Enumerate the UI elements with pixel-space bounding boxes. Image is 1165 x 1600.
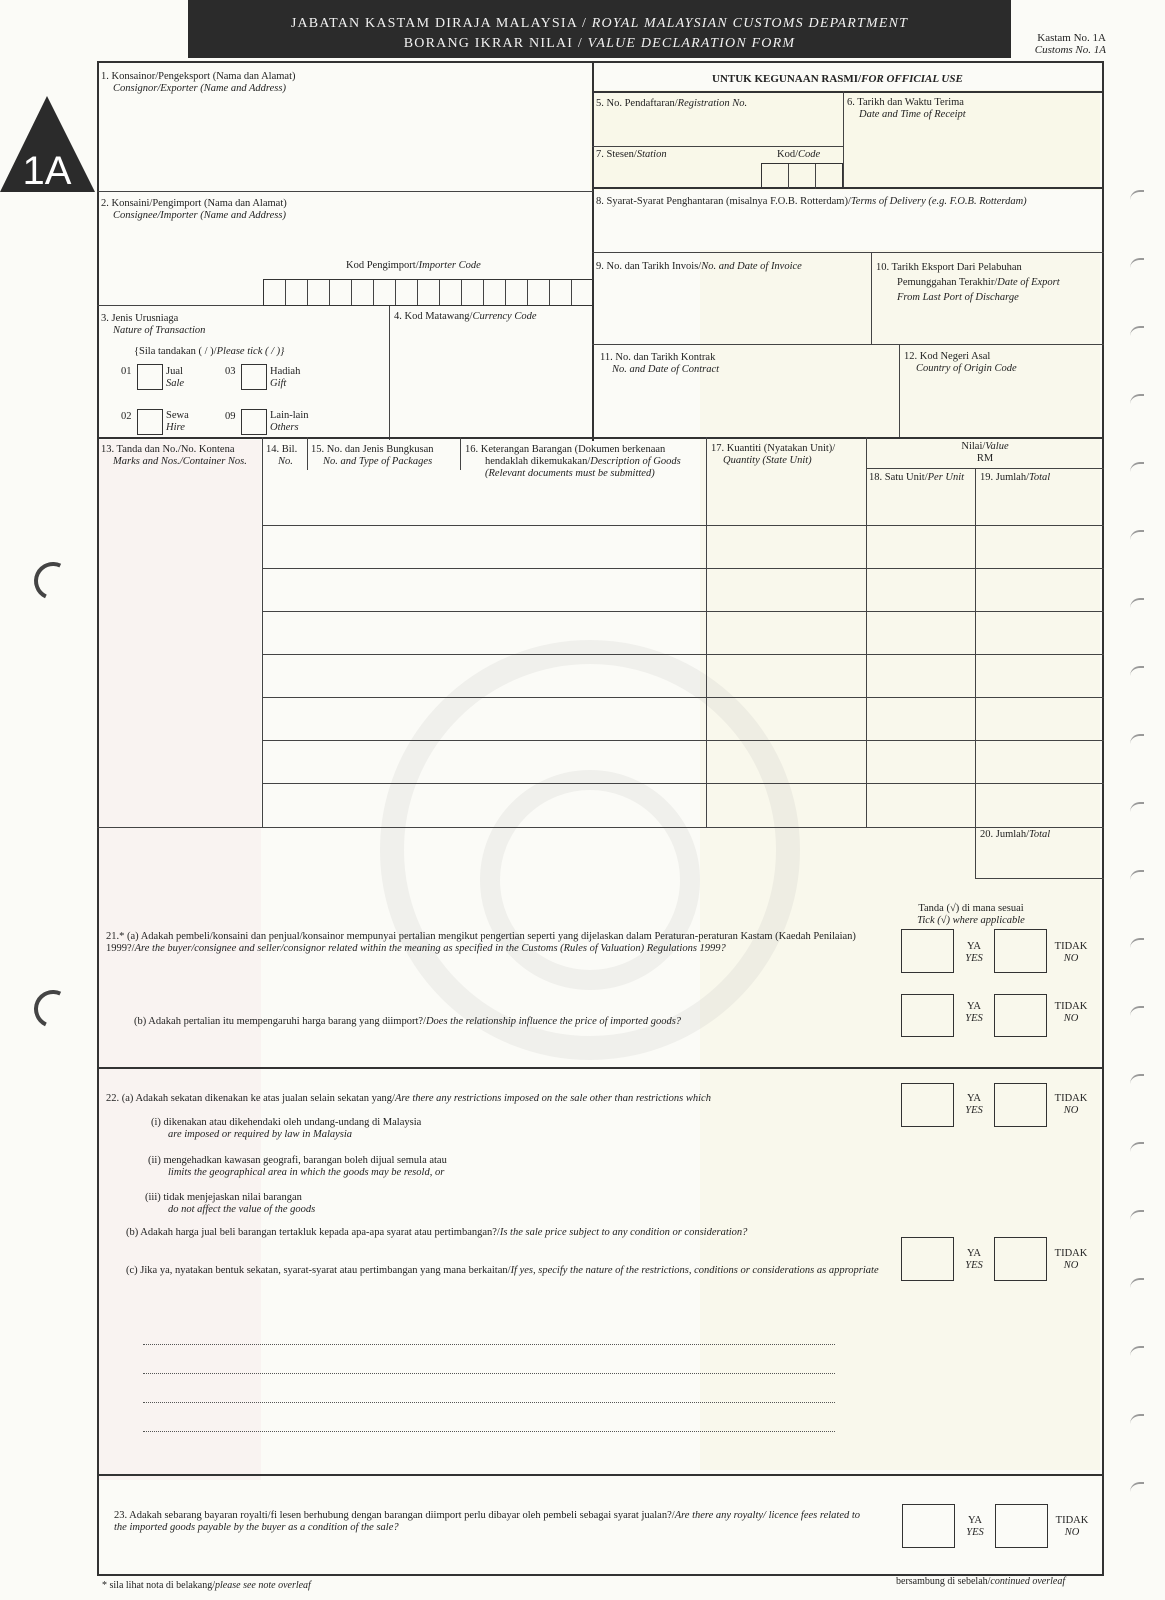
importer-code-cell[interactable] bbox=[550, 280, 572, 305]
edge-mark bbox=[1130, 1006, 1144, 1018]
field-2-consignee[interactable] bbox=[101, 198, 287, 222]
field-10-label-2: Pemunggahan Terakhir/ bbox=[897, 277, 998, 288]
importer-code-cell[interactable] bbox=[506, 280, 528, 305]
edge-mark bbox=[1130, 734, 1144, 746]
field-6-label: 6. Tarikh dan Waktu Terima bbox=[847, 97, 964, 108]
grid-line bbox=[97, 437, 1104, 439]
col-15-label-en: No. and Type of Packages bbox=[323, 456, 433, 467]
option-code: 03 bbox=[225, 366, 236, 377]
q23-text-ms: Adakah sebarang bayaran royalti/fi lesen berhubung dengan barangan diimport perlu dibayar oleh pembeli sebagai syarat jualan?/ bbox=[129, 1510, 675, 1521]
q21b-text-en: Does the relationship influence the price of imported goods? bbox=[425, 1016, 682, 1027]
field-12-label-en: Country of Origin Code bbox=[916, 363, 1017, 374]
field-5-label: 5. No. Pendaftaran/ bbox=[596, 98, 678, 109]
grid-line bbox=[592, 187, 1104, 189]
grid-line bbox=[460, 437, 461, 470]
col-13-label-en: Marks and Nos./Container Nos. bbox=[113, 456, 247, 467]
q22a-item-ii bbox=[148, 1155, 447, 1179]
edge-mark bbox=[1130, 666, 1144, 678]
col-18-per-unit bbox=[869, 472, 964, 484]
station-code-cell[interactable] bbox=[762, 164, 789, 189]
footer-note-left bbox=[102, 1580, 311, 1591]
importer-code-cell[interactable] bbox=[462, 280, 484, 305]
q21a-no-label: TIDAK NO bbox=[1054, 941, 1088, 964]
q22a-item-iii bbox=[145, 1192, 315, 1216]
edge-mark bbox=[1130, 870, 1144, 882]
col-17-label: 17. Kuantiti (Nyatakan Unit)/ bbox=[711, 443, 836, 454]
importer-code-cell[interactable] bbox=[374, 280, 396, 305]
sale-checkbox[interactable] bbox=[137, 364, 163, 390]
value-label: Nilai/ bbox=[961, 441, 986, 452]
field-1-consignor[interactable] bbox=[101, 71, 296, 95]
field-2-label: 2. Konsaini/Pengimport (Nama dan Alamat) bbox=[101, 198, 287, 209]
field-11-label-en: No. and Date of Contract bbox=[612, 364, 720, 375]
footer-note-right bbox=[896, 1576, 1065, 1587]
q22c-answer-line[interactable] bbox=[143, 1373, 835, 1374]
col-19-label: 19. Jumlah/ bbox=[980, 472, 1029, 483]
department-title-en: ROYAL MALAYSIAN CUSTOMS DEPARTMENT bbox=[591, 16, 909, 31]
grid-line bbox=[706, 437, 707, 828]
footer-right-en: continued overleaf bbox=[990, 1576, 1066, 1587]
q21b-yes-label: YA YES bbox=[965, 1001, 983, 1024]
col-13-marks bbox=[101, 444, 247, 468]
edge-mark bbox=[1130, 462, 1144, 474]
q22b-text-en: Is the sale price subject to any condition or consideration? bbox=[499, 1227, 748, 1238]
importer-code-cell[interactable] bbox=[286, 280, 308, 305]
importer-code-cell[interactable] bbox=[396, 280, 418, 305]
grid-line bbox=[975, 468, 976, 879]
importer-code-cell[interactable] bbox=[484, 280, 506, 305]
col-15-packages bbox=[311, 444, 434, 468]
field-6-label-en: Date and Time of Receipt bbox=[859, 109, 966, 120]
table-row-line bbox=[262, 697, 1104, 698]
field-6-date-time-receipt[interactable] bbox=[847, 97, 966, 121]
col-16-label-en: Description of Goods bbox=[590, 456, 681, 467]
q22b-no-label: TIDAK NO bbox=[1054, 1248, 1088, 1271]
field-20-label-en: Total bbox=[1029, 829, 1051, 840]
edge-mark bbox=[1130, 1414, 1144, 1426]
field-5-registration-no[interactable] bbox=[596, 98, 747, 110]
q22a-text-en: Are there any restrictions imposed on the sale other than restrictions which bbox=[394, 1093, 711, 1104]
importer-code-cell[interactable] bbox=[264, 280, 286, 305]
form-number-ms: Kastam No. 1A bbox=[1037, 32, 1106, 44]
option-code: 01 bbox=[121, 366, 132, 377]
q22c-text-ms: (c) Jika ya, nyatakan bentuk sekatan, syarat-syarat atau pertimbangan yang mana berkaitan/ bbox=[126, 1265, 511, 1276]
official-use-en: FOR OFFICIAL USE bbox=[861, 73, 963, 85]
field-3-label-en: Nature of Transaction bbox=[113, 325, 206, 336]
field-3-tick-instruction bbox=[134, 346, 284, 358]
field-4-label: 4. Kod Matawang/ bbox=[394, 311, 473, 322]
edge-mark bbox=[1130, 938, 1144, 950]
value-header bbox=[866, 441, 1104, 465]
grid-line bbox=[389, 305, 390, 440]
col-17-quantity bbox=[711, 443, 835, 467]
importer-code-cell[interactable] bbox=[352, 280, 374, 305]
question-21a bbox=[106, 931, 876, 955]
importer-code-boxes[interactable] bbox=[263, 279, 593, 306]
edge-mark bbox=[1130, 1142, 1144, 1154]
form-number-en: Customs No. 1A bbox=[1034, 44, 1106, 56]
question-22a bbox=[106, 1093, 886, 1105]
station-code-cell[interactable] bbox=[789, 164, 816, 189]
binder-hole bbox=[29, 985, 78, 1034]
tick-instruction-en: Tick (√) where applicable bbox=[917, 915, 1025, 926]
field-9-label-en: No. and Date of Invoice bbox=[701, 261, 802, 272]
question-22b bbox=[126, 1227, 886, 1239]
field-3-nature-of-transaction bbox=[101, 313, 205, 337]
option-gift-label: Hadiah Gift bbox=[270, 366, 301, 389]
footer-right-ms: bersambung di sebelah/ bbox=[896, 1576, 991, 1587]
field-3-tick-ms: {Sila tandakan ( / )/ bbox=[134, 346, 217, 357]
q22a-ii-ms: (ii) mengehadkan kawasan geografi, barangan boleh dijual semula atau bbox=[148, 1155, 447, 1166]
q22a-ii-en: limits the geographical area in which the goods may be resold, or bbox=[168, 1167, 445, 1178]
official-use-title bbox=[712, 73, 963, 85]
form-title-ms: BORANG IKRAR NILAI / bbox=[403, 36, 583, 51]
q22-number: 22. bbox=[106, 1093, 120, 1104]
edge-mark bbox=[1130, 394, 1144, 406]
option-others-label: Lain-lain Others bbox=[270, 410, 309, 433]
col-16-label: 16. Keterangan Barangan (Dokumen berkenaan bbox=[465, 444, 666, 455]
footer-left-ms: * sila lihat nota di belakang/ bbox=[102, 1580, 216, 1591]
field-12-label: 12. Kod Negeri Asal bbox=[904, 351, 991, 362]
q22a-i-en: are imposed or required by law in Malaysia bbox=[168, 1129, 353, 1140]
col-19-total bbox=[980, 472, 1050, 484]
field-7-label-en: Station bbox=[636, 149, 667, 160]
table-row-line bbox=[262, 568, 1104, 569]
grid-line bbox=[97, 1067, 1104, 1069]
field-7-label: 7. Stesen/ bbox=[596, 149, 637, 160]
importer-code-cell[interactable] bbox=[528, 280, 550, 305]
form-title-en: VALUE DECLARATION FORM bbox=[587, 36, 796, 51]
others-checkbox[interactable] bbox=[241, 409, 267, 435]
col-14-label: 14. Bil. bbox=[266, 444, 298, 455]
q21a-no-checkbox[interactable] bbox=[994, 929, 1047, 973]
question-22c bbox=[126, 1265, 886, 1277]
q23-no-checkbox[interactable] bbox=[995, 1504, 1048, 1548]
value-label-en: Value bbox=[985, 441, 1009, 452]
q21-number: 21.* bbox=[106, 931, 125, 942]
field-9-invoice[interactable] bbox=[596, 261, 802, 273]
form-header bbox=[188, 0, 1011, 58]
table-row-line bbox=[262, 740, 1104, 741]
edge-mark bbox=[1130, 1482, 1144, 1494]
field-20-label: 20. Jumlah/ bbox=[980, 829, 1029, 840]
hire-checkbox[interactable] bbox=[137, 409, 163, 435]
form-number bbox=[1014, 32, 1106, 56]
gift-checkbox[interactable] bbox=[241, 364, 267, 390]
col-17-label-en: Quantity (State Unit) bbox=[723, 455, 812, 466]
q22b-yes-label: YA YES bbox=[965, 1248, 983, 1271]
field-3-tick-en: Please tick ( / )} bbox=[216, 346, 285, 357]
col-16-label-en-2: (Relevant documents must be submitted) bbox=[485, 468, 655, 479]
station-code-boxes[interactable] bbox=[761, 163, 843, 188]
grid-line bbox=[262, 437, 263, 828]
field-10-label-en: Date of Export bbox=[997, 277, 1060, 288]
col-14-label-en: No. bbox=[278, 456, 293, 467]
grid-line bbox=[592, 91, 1104, 93]
table-row-line bbox=[262, 525, 1104, 526]
option-code: 02 bbox=[121, 411, 132, 422]
q21a-yes-checkbox[interactable] bbox=[901, 929, 954, 973]
grid-line bbox=[592, 146, 843, 147]
q22a-i-ms: (i) dikenakan atau dikehendaki oleh undang-undang di Malaysia bbox=[151, 1117, 422, 1128]
official-use-ms: UNTUK KEGUNAAN RASMI/ bbox=[712, 73, 862, 85]
field-20-grand-total[interactable] bbox=[980, 829, 1050, 841]
field-4-currency-code[interactable] bbox=[394, 311, 537, 323]
question-21b bbox=[134, 1016, 874, 1028]
q23-yes-checkbox[interactable] bbox=[902, 1504, 955, 1548]
grid-line bbox=[97, 191, 593, 192]
edge-mark bbox=[1130, 1278, 1144, 1290]
q22c-text-en: If yes, specify the nature of the restrictions, conditions or considerations as appropriate bbox=[510, 1265, 879, 1276]
grid-line bbox=[97, 827, 1104, 828]
edge-mark bbox=[1130, 1210, 1144, 1222]
col-15-label: 15. No. dan Jenis Bungkusan bbox=[311, 444, 434, 455]
field-8-terms-of-delivery[interactable] bbox=[596, 196, 1027, 208]
q21b-text-ms: (b) Adakah pertalian itu mempengaruhi harga barang yang diimport?/ bbox=[134, 1016, 426, 1027]
grid-line bbox=[307, 437, 308, 470]
form-1a-badge-text: 1A bbox=[22, 149, 72, 192]
field-10-date-of-export[interactable] bbox=[876, 260, 1060, 305]
grid-line bbox=[592, 344, 1104, 345]
field-8-label-en: Terms of Delivery (e.g. F.O.B. Rotterdam) bbox=[850, 196, 1027, 207]
q23-yes-label: YA YES bbox=[966, 1515, 984, 1538]
form-1a-triangle-icon bbox=[0, 96, 95, 192]
field-4-label-en: Currency Code bbox=[472, 311, 537, 322]
footer-left-en: please see note overleaf bbox=[215, 1580, 311, 1591]
value-currency: RM bbox=[976, 453, 994, 464]
col-18-label-en: Per Unit bbox=[927, 472, 965, 483]
q21b-yes-checkbox[interactable] bbox=[901, 994, 954, 1037]
field-5-label-en: Registration No. bbox=[677, 98, 748, 109]
q21b-no-label: TIDAK NO bbox=[1054, 1001, 1088, 1024]
field-9-label: 9. No. dan Tarikh Invois/ bbox=[596, 261, 702, 272]
edge-mark bbox=[1130, 190, 1144, 202]
q21a-text-ms: (a) Adakah pembeli/konsaini dan penjual/konsainor mempunyai pertalian mengikut pengertian seperti yang dijelaskan dalam Peraturan-peraturan Kastam (Kaedah Penilaian) 1999?/ bbox=[106, 931, 856, 954]
field-2-label-en: Consignee/Importer (Name and Address) bbox=[113, 210, 286, 221]
field-8-label: 8. Syarat-Syarat Penghantaran (misalnya F.O.B. Rotterdam)/ bbox=[596, 196, 851, 207]
importer-code-cell[interactable] bbox=[330, 280, 352, 305]
grid-line bbox=[97, 1474, 1104, 1476]
tick-instruction bbox=[896, 903, 1046, 927]
grid-line bbox=[975, 878, 1104, 879]
q22b-text-ms: (b) Adakah harga jual beli barangan tertakluk kepada apa-apa syarat atau pertimbangan?/ bbox=[126, 1227, 500, 1238]
edge-mark bbox=[1130, 1346, 1144, 1358]
tick-instruction-ms: Tanda (√) di mana sesuai bbox=[918, 903, 1024, 914]
importer-code-cell[interactable] bbox=[308, 280, 330, 305]
field-7-station[interactable] bbox=[596, 149, 667, 161]
grid-line bbox=[843, 91, 844, 187]
importer-code-cell[interactable] bbox=[418, 280, 440, 305]
q22a-item-i bbox=[151, 1117, 421, 1141]
question-23 bbox=[114, 1510, 874, 1534]
field-7-code-label bbox=[777, 149, 820, 161]
col-16-description bbox=[465, 444, 681, 480]
col-19-label-en: Total bbox=[1029, 472, 1051, 483]
field-11-label: 11. No. dan Tarikh Kontrak bbox=[600, 352, 716, 363]
importer-code-en: Importer Code bbox=[418, 260, 481, 271]
field-1-label: 1. Konsainor/Pengeksport (Nama dan Alamat) bbox=[101, 71, 296, 82]
edge-mark bbox=[1130, 802, 1144, 814]
q22c-answer-line[interactable] bbox=[143, 1431, 835, 1432]
grid-line bbox=[871, 252, 872, 344]
option-sale-label: Jual Sale bbox=[166, 366, 185, 389]
field-10-label: 10. Tarikh Eksport Dari Pelabuhan bbox=[876, 262, 1022, 273]
grid-line bbox=[899, 344, 900, 437]
col-14-number bbox=[266, 444, 297, 468]
q22a-text-ms: (a) Adakah sekatan dikenakan ke atas jualan selain sekatan yang/ bbox=[121, 1093, 395, 1104]
q22a-no-checkbox[interactable] bbox=[994, 1083, 1047, 1127]
edge-mark bbox=[1130, 530, 1144, 542]
q21a-text-en: Are the buyer/consignee and seller/consignor related within the meaning as specified in the Customs (Rules of Valuation) Regulations 1999? bbox=[134, 943, 726, 954]
q23-number: 23. bbox=[114, 1510, 128, 1521]
col-18-label: 18. Satu Unit/ bbox=[869, 472, 928, 483]
q22a-yes-checkbox[interactable] bbox=[901, 1083, 954, 1127]
table-row-line bbox=[262, 783, 1104, 784]
department-title-ms: JABATAN KASTAM DIRAJA MALAYSIA / bbox=[290, 16, 588, 31]
q22a-yes-label: YA YES bbox=[965, 1093, 983, 1116]
col-13-label: 13. Tanda dan No./No. Kontena bbox=[101, 444, 235, 455]
option-hire-label: Sewa Hire bbox=[166, 410, 189, 433]
q22b-yes-checkbox[interactable] bbox=[901, 1237, 954, 1281]
edge-mark bbox=[1130, 1074, 1144, 1086]
edge-mark bbox=[1130, 598, 1144, 610]
grid-line bbox=[866, 437, 867, 828]
importer-code-ms: Kod Pengimport/ bbox=[346, 260, 419, 271]
field-7-code-ms: Kod/ bbox=[777, 149, 798, 160]
q22a-no-label: TIDAK NO bbox=[1054, 1093, 1088, 1116]
grid-line bbox=[592, 61, 594, 441]
q22c-answer-line[interactable] bbox=[143, 1402, 835, 1403]
q22c-answer-line[interactable] bbox=[143, 1344, 835, 1345]
q23-text-en: Are there any royalty/ licence fees related to the imported goods payable by the buyer as a condition of the sale? bbox=[114, 1510, 861, 1533]
field-12-country-origin[interactable] bbox=[904, 351, 1017, 375]
field-10-label-en-2: From Last Port of Discharge bbox=[897, 292, 1019, 303]
table-row-line bbox=[262, 654, 1104, 655]
col-16-label-2: hendaklah dikemukakan/ bbox=[485, 456, 591, 467]
q22a-iii-ms: (iii) tidak menjejaskan nilai barangan bbox=[145, 1192, 302, 1203]
q21b-no-checkbox[interactable] bbox=[994, 994, 1047, 1037]
field-7-code-en: Code bbox=[798, 149, 821, 160]
field-3-label: 3. Jenis Urusniaga bbox=[101, 313, 179, 324]
table-row-line bbox=[262, 611, 1104, 612]
binder-hole bbox=[29, 557, 78, 606]
field-1-label-en: Consignor/Exporter (Name and Address) bbox=[113, 83, 286, 94]
q23-no-label: TIDAK NO bbox=[1055, 1515, 1089, 1538]
importer-code-label bbox=[346, 260, 481, 272]
q21a-yes-label: YA YES bbox=[965, 941, 983, 964]
q22b-no-checkbox[interactable] bbox=[994, 1237, 1047, 1281]
edge-mark bbox=[1130, 326, 1144, 338]
edge-mark bbox=[1130, 258, 1144, 270]
importer-code-cell[interactable] bbox=[440, 280, 462, 305]
option-code: 09 bbox=[225, 411, 236, 422]
q22a-iii-en: do not affect the value of the goods bbox=[168, 1204, 316, 1215]
grid-line bbox=[592, 252, 1104, 253]
field-11-contract[interactable] bbox=[600, 352, 719, 376]
grid-line bbox=[866, 468, 1104, 469]
